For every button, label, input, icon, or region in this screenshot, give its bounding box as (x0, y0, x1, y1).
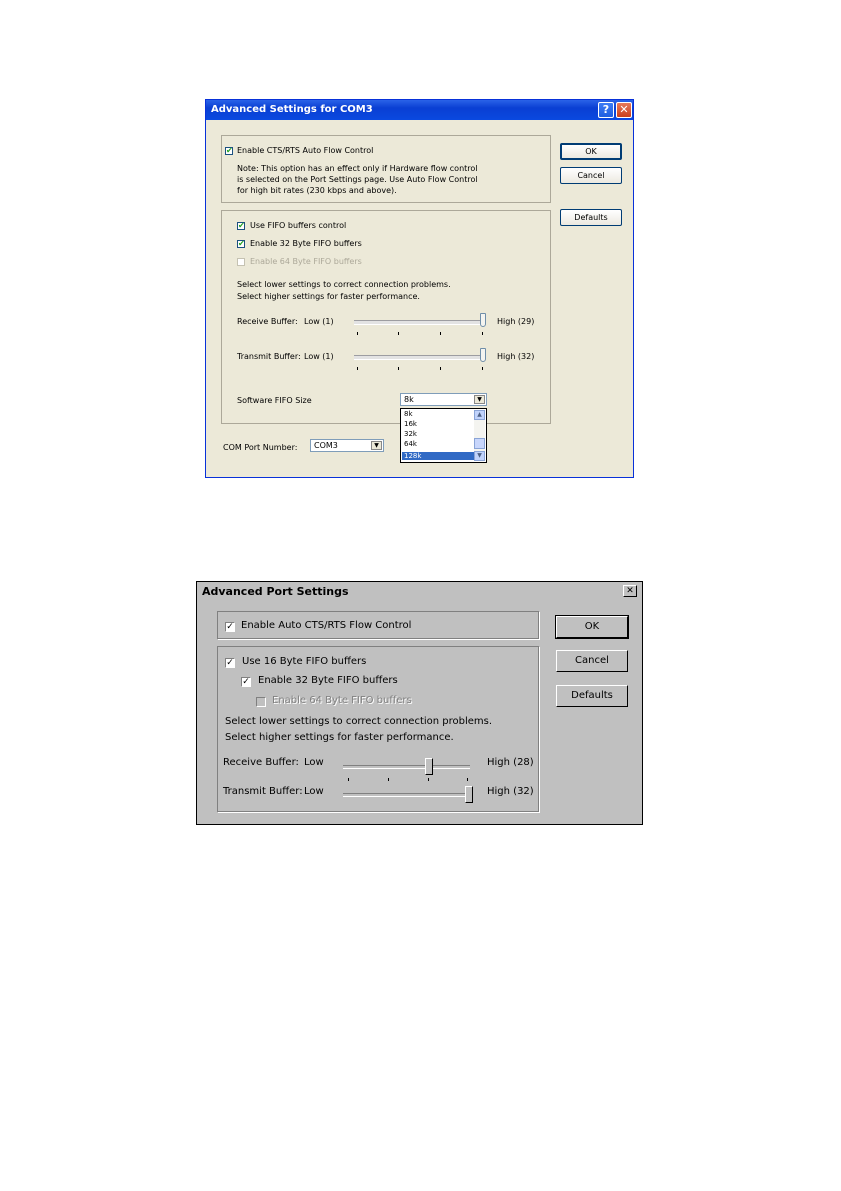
fifo32-label: Enable 32 Byte FIFO buffers (250, 239, 362, 248)
dropdown-option[interactable]: 32k (404, 430, 417, 438)
transmit-slider-thumb[interactable] (465, 786, 473, 803)
fifo64-label: Enable 64 Byte FIFO buffers (250, 257, 362, 266)
dropdown-option-selected[interactable]: 128k (402, 452, 474, 460)
cts-checkbox[interactable]: ✓ (226, 622, 234, 632)
receive-low-label: Low (1) (304, 317, 334, 326)
slider-tick (440, 332, 441, 335)
receive-buffer-label: Receive Buffer: (237, 317, 298, 326)
fifo32-checkbox[interactable]: ✓ (242, 677, 250, 687)
chevron-down-icon[interactable]: ▼ (474, 395, 485, 404)
fifo-control-checkbox[interactable]: ✔ (238, 221, 245, 230)
slider-tick (398, 332, 399, 335)
slider-tick (348, 778, 349, 781)
hint-line: Select higher settings for faster performance. (225, 732, 454, 743)
help-icon[interactable]: ? (598, 102, 614, 118)
receive-slider-track[interactable] (343, 765, 470, 769)
fifo64-checkbox (237, 258, 245, 266)
dropdown-option[interactable]: 8k (404, 410, 413, 418)
transmit-slider-thumb[interactable] (480, 348, 486, 362)
com-port-combo[interactable] (310, 439, 384, 452)
transmit-high-label: High (32) (487, 786, 534, 797)
slider-tick (440, 367, 441, 370)
close-icon[interactable]: ✕ (623, 585, 637, 597)
defaults-button[interactable]: Defaults (556, 685, 628, 707)
com-port-value: COM3 (314, 441, 338, 450)
cts-checkbox[interactable]: ✔ (226, 146, 233, 155)
receive-high-label: High (28) (487, 757, 534, 768)
note-line: is selected on the Port Settings page. Use Auto Flow Control (237, 175, 478, 184)
hint-line: Select higher settings for faster performance. (237, 292, 420, 301)
slider-tick (398, 367, 399, 370)
fifo16-label: Use 16 Byte FIFO buffers (242, 656, 367, 667)
defaults-button[interactable]: Defaults (560, 209, 622, 226)
receive-slider-thumb[interactable] (425, 758, 433, 775)
transmit-low-label: Low (1) (304, 352, 334, 361)
slider-tick (428, 778, 429, 781)
transmit-slider-track[interactable] (354, 355, 484, 360)
fifo32-label: Enable 32 Byte FIFO buffers (258, 675, 398, 686)
com-port-label: COM Port Number: (223, 443, 298, 452)
chevron-down-icon[interactable]: ▼ (371, 441, 382, 450)
fifo64-checkbox (256, 697, 266, 707)
dropdown-option[interactable]: 64k (404, 440, 417, 448)
dialog-title: Advanced Settings for COM3 (211, 104, 373, 115)
receive-low-label: Low (304, 757, 324, 768)
slider-tick (467, 778, 468, 781)
title-bar[interactable] (197, 582, 642, 600)
hint-line: Select lower settings to correct connection problems. (237, 280, 451, 289)
cts-label: Enable Auto CTS/RTS Flow Control (241, 620, 412, 631)
scroll-down-icon[interactable]: ▼ (474, 451, 485, 461)
slider-tick (357, 332, 358, 335)
software-fifo-combo[interactable] (400, 393, 487, 406)
note-line: for high bit rates (230 kbps and above). (237, 186, 397, 195)
dropdown-option[interactable]: 16k (404, 420, 417, 428)
slider-tick (357, 367, 358, 370)
fifo32-checkbox[interactable]: ✔ (238, 239, 245, 248)
transmit-slider-track[interactable] (343, 793, 470, 797)
hint-line: Select lower settings to correct connection problems. (225, 716, 493, 727)
transmit-high-label: High (32) (497, 352, 535, 361)
slider-tick (482, 332, 483, 335)
transmit-low-label: Low (304, 786, 324, 797)
ok-button[interactable]: OK (560, 143, 622, 160)
slider-tick (388, 778, 389, 781)
cts-label: Enable CTS/RTS Auto Flow Control (237, 146, 374, 155)
fifo64-label: Enable 64 Byte FIFO buffers (272, 695, 412, 706)
slider-tick (482, 367, 483, 370)
fifo16-checkbox[interactable]: ✓ (226, 658, 234, 668)
cancel-button[interactable]: Cancel (556, 650, 628, 672)
receive-buffer-label: Receive Buffer: (223, 757, 299, 768)
ok-button[interactable]: OK (556, 616, 628, 638)
transmit-buffer-label: Transmit Buffer: (223, 786, 303, 797)
receive-high-label: High (29) (497, 317, 535, 326)
receive-slider-thumb[interactable] (480, 313, 486, 327)
scrollbar-thumb[interactable] (474, 438, 485, 449)
scroll-up-icon[interactable]: ▲ (474, 410, 485, 420)
transmit-buffer-label: Transmit Buffer: (237, 352, 301, 361)
receive-slider-track[interactable] (354, 320, 484, 325)
fifo-control-label: Use FIFO buffers control (250, 221, 347, 230)
cancel-button[interactable]: Cancel (560, 167, 622, 184)
close-icon[interactable]: ✕ (616, 102, 632, 118)
software-fifo-dropdown-list[interactable] (400, 408, 487, 463)
software-fifo-value: 8k (404, 395, 414, 404)
software-fifo-label: Software FIFO Size (237, 396, 312, 405)
note-line: Note: This option has an effect only if Hardware flow control (237, 164, 478, 173)
dialog-title: Advanced Port Settings (202, 585, 349, 598)
title-bar[interactable] (206, 100, 633, 120)
dropdown-scrollbar[interactable] (474, 410, 485, 461)
